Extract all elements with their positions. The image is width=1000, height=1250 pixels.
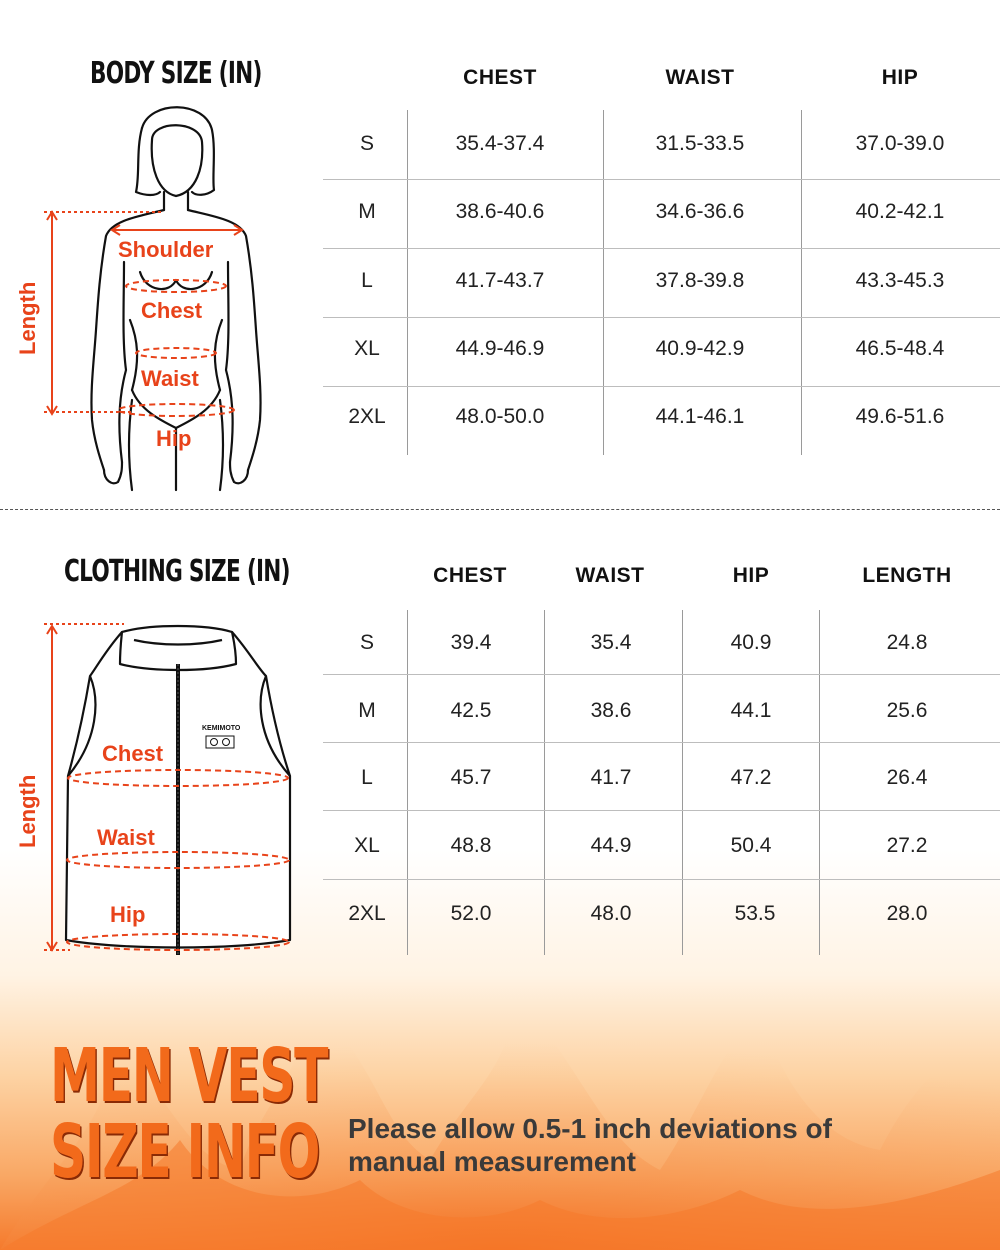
table-cell: 24.8 (886, 631, 928, 654)
table-cell: 43.3-45.3 (855, 269, 945, 292)
vest-label-waist: Waist (97, 825, 155, 850)
table-cell: 35.4 (590, 631, 632, 654)
header-waist: WAIST (665, 66, 735, 89)
table-cell: 38.6-40.6 (455, 200, 545, 223)
table-row-size: M (358, 200, 376, 223)
figure-label-chest: Chest (141, 298, 203, 323)
table-cell: 46.5-48.4 (855, 337, 945, 360)
row-divider (323, 879, 1000, 880)
table-cell: 40.9-42.9 (655, 337, 745, 360)
header-chest: CHEST (463, 66, 537, 89)
row-divider (323, 742, 1000, 743)
clothing-size-title: CLOTHING SIZE (IN) (64, 554, 290, 589)
vest-brand-label: KEMIMOTO (202, 725, 241, 732)
table-row-size: S (359, 132, 374, 155)
table-row-size: XL (354, 834, 380, 857)
vest-label-chest: Chest (102, 741, 164, 766)
table-row-size: L (361, 766, 373, 789)
column-divider (682, 610, 683, 955)
figure-label-waist: Waist (141, 366, 199, 391)
table-cell: 48.0-50.0 (455, 405, 545, 428)
banner-title-line2: SIZE INFO (50, 1109, 320, 1195)
table-cell: 44.1 (730, 699, 772, 722)
table-cell: 41.7 (590, 766, 632, 789)
vest-label-hip: Hip (110, 902, 146, 927)
table-cell: 34.6-36.6 (655, 200, 745, 223)
header-waist: WAIST (575, 564, 645, 587)
table-cell: 37.0-39.0 (855, 132, 945, 155)
table-cell: 31.5-33.5 (655, 132, 745, 155)
table-cell: 44.9 (590, 834, 632, 857)
banner-title (50, 1033, 328, 1195)
table-cell: 42.5 (450, 699, 492, 722)
table-cell: 39.4 (450, 631, 492, 654)
table-cell: 44.1-46.1 (655, 405, 745, 428)
table-cell: 48.0 (590, 902, 632, 925)
table-cell: 45.7 (450, 766, 492, 789)
table-row-size: 2XL (348, 902, 386, 925)
table-cell: 35.4-37.4 (455, 132, 545, 155)
header-length: LENGTH (862, 564, 952, 587)
header-hip: HIP (881, 66, 919, 89)
table-cell: 41.7-43.7 (455, 269, 545, 292)
banner-title-line1: MEN VEST (50, 1033, 328, 1119)
table-row-size: M (358, 699, 376, 722)
body-size-title: BODY SIZE (IN) (90, 56, 262, 91)
table-cell: 25.6 (886, 699, 928, 722)
table-cell: 40.2-42.1 (855, 200, 945, 223)
table-row-size: XL (354, 337, 380, 360)
figure-label-length: Length (15, 281, 40, 355)
table-cell: 26.4 (886, 766, 928, 789)
figure-label-shoulder: Shoulder (118, 237, 214, 262)
table-cell: 44.9-46.9 (455, 337, 545, 360)
column-divider (407, 610, 408, 955)
row-divider (323, 674, 1000, 675)
figure-label-hip: Hip (156, 426, 192, 451)
column-divider (544, 610, 545, 955)
table-cell: 52.0 (450, 902, 492, 925)
table-cell: 47.2 (730, 766, 772, 789)
row-divider (323, 810, 1000, 811)
table-row-size: S (359, 631, 374, 654)
table-cell: 38.6 (590, 699, 632, 722)
table-row-size: L (361, 269, 373, 292)
table-cell: 37.8-39.8 (655, 269, 745, 292)
table-cell: 27.2 (886, 834, 928, 857)
measurement-note: Please allow 0.5-1 inch deviations of manual measurement (348, 1113, 832, 1177)
table-cell: 40.9 (730, 631, 772, 654)
table-cell: 48.8 (450, 834, 492, 857)
table-cell: 49.6-51.6 (855, 405, 945, 428)
table-cell: 50.4 (730, 834, 772, 857)
table-cell: 28.0 (886, 902, 928, 925)
table-cell: 53.5 (734, 902, 776, 925)
table-row-size: 2XL (348, 405, 386, 428)
header-hip: HIP (732, 564, 770, 587)
column-divider (819, 610, 820, 955)
header-chest: CHEST (433, 564, 507, 587)
vest-label-length: Length (15, 774, 40, 848)
